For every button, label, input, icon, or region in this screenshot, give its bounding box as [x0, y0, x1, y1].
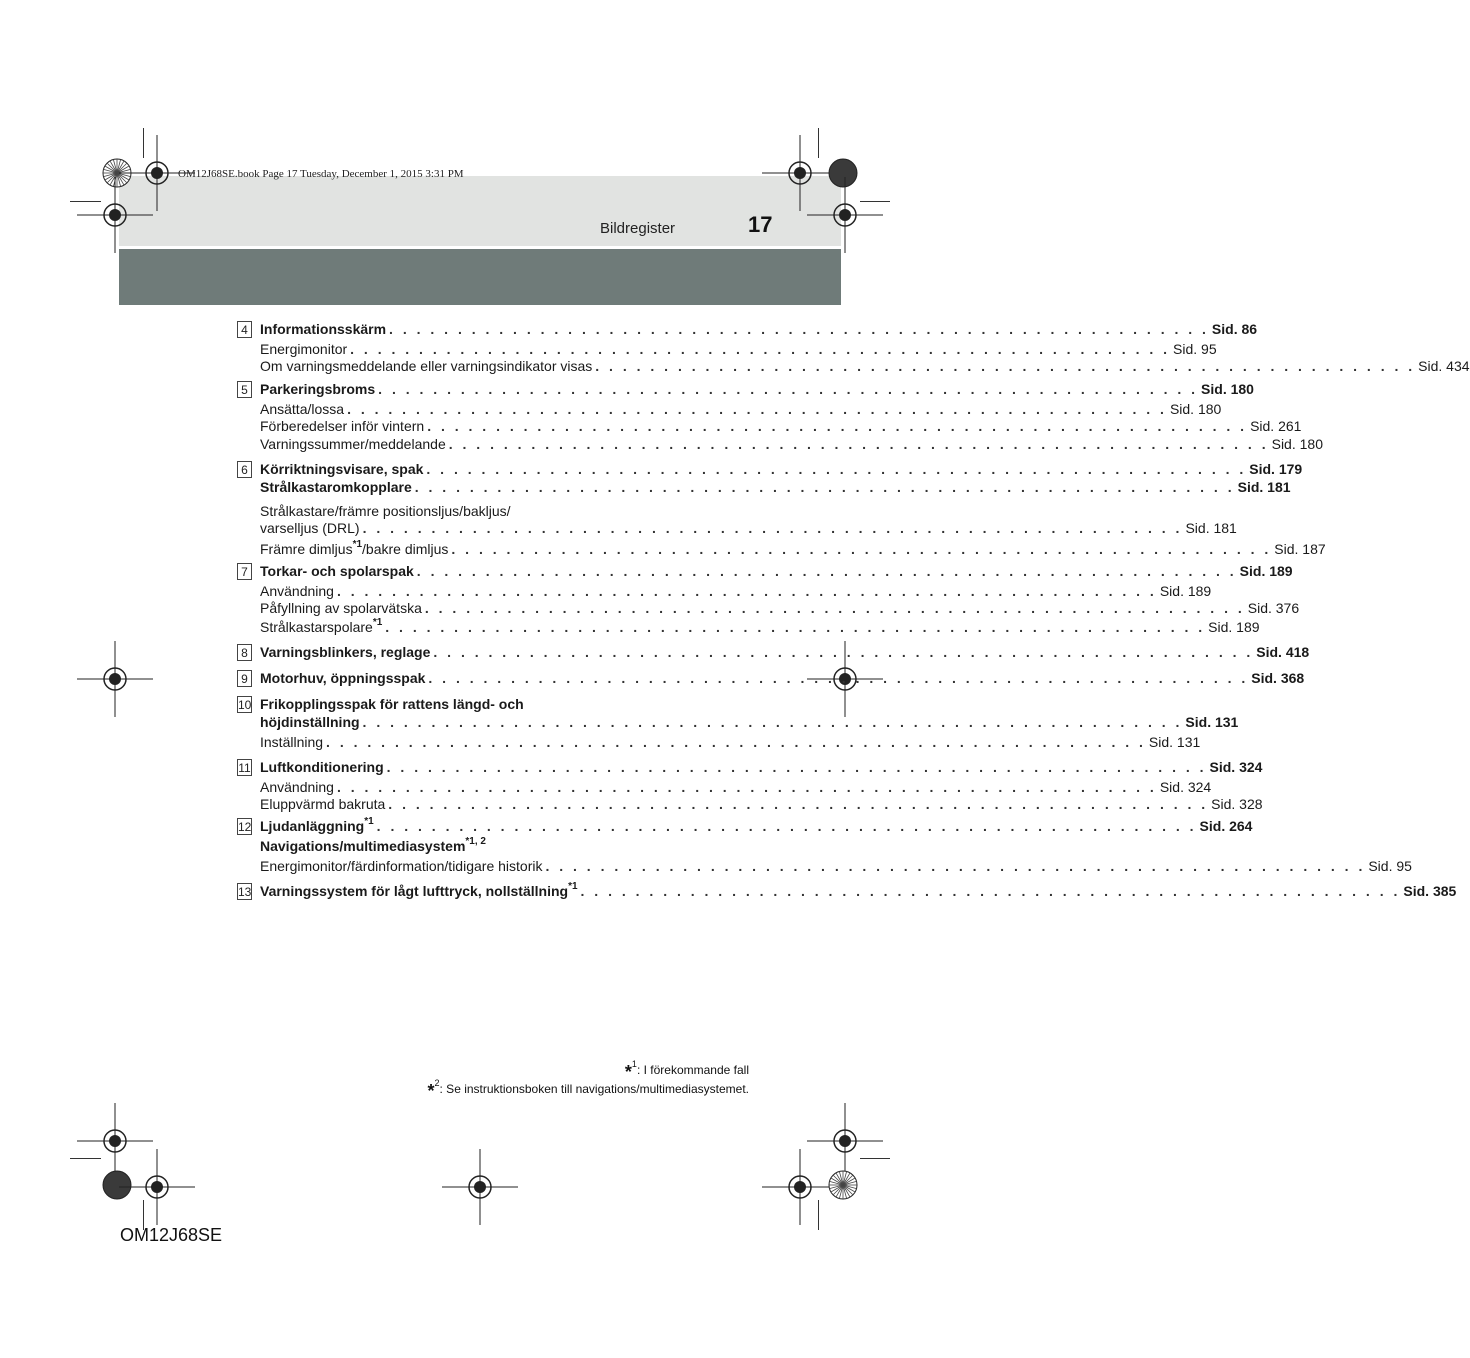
leader-dots: . . . . . . . . . . . . . . . . . . . . . . . . . . . . . . . . . . . . . . . . . . . . . . . . . . . . . . . . . . . . — [362, 714, 1183, 730]
registration-crosshair-icon — [75, 175, 155, 255]
entry-label: varselljus (DRL) — [260, 520, 360, 536]
entry-number-badge: 8 — [237, 644, 252, 661]
entry-heading — [260, 562, 1293, 580]
entry-subitem — [260, 599, 1300, 617]
footnote-2 — [427, 1078, 749, 1101]
footnote-reference: *1 — [568, 881, 578, 892]
leader-dots: . . . . . . . . . . . . . . . . . . . . . . . . . . . . . . . . . . . . . . . . . . . . . . . . . . . . . . . . . . . . — [426, 461, 1247, 477]
page-reference: Sid. 376 — [1247, 600, 1300, 616]
entry-heading — [260, 837, 722, 855]
entry-subitem — [260, 795, 1263, 813]
page-reference: Sid. 180 — [1201, 381, 1254, 397]
entry-label: Strålkastarspolare$^{*1}$ — [260, 617, 383, 635]
page-reference: Sid. 86 — [1211, 321, 1258, 337]
entry-number-badge: 7 — [237, 563, 252, 580]
page-reference: Sid. 434 — [1418, 358, 1470, 374]
page-reference: Sid. 189 — [1208, 619, 1260, 635]
page-reference: Sid. 189 — [1159, 583, 1212, 599]
entry-label: Energimonitor — [260, 341, 348, 357]
entry-label: Strålkastaromkopplare — [260, 479, 412, 495]
leader-dots: . . . . . . . . . . . . . . . . . . . . . . . . . . . . . . . . . . . . . . . . . . . . . . . . . . . . . . . . . . . . — [386, 759, 1207, 775]
entry-subitem — [260, 733, 1201, 751]
leader-dots: . . . . . . . . . . . . . . . . . . . . . . . . . . . . . . . . . . . . . . . . . . . . . . . . . . . . . . . . . . . . — [326, 734, 1146, 750]
entry-number-badge: 11 — [238, 761, 251, 775]
entry-label: Inställning — [260, 734, 324, 750]
page-reference: Sid. 131 — [1185, 714, 1239, 730]
leader-dots: . . . . . . . . . . . . . . . . . . . . . . . . . . . . . . . . . . . . . . . . . . . . . . . . . . . . . . . . . . . . — [428, 670, 1249, 686]
leader-dots: . . . . . . . . . . . . . . . . . . . . . . . . . . . . . . . . . . . . . . . . . . . . . . . . . . . . . . . . . . . . — [378, 381, 1199, 397]
page-reference: Sid. 418 — [1256, 644, 1310, 660]
page-reference: Sid. 181 — [1237, 479, 1291, 495]
registration-crosshair-icon — [440, 1147, 520, 1227]
entry-label: Motorhuv, öppningsspak — [260, 670, 426, 686]
entry-label: Förberedelser inför vintern — [260, 418, 425, 434]
entry-heading — [260, 713, 1239, 731]
entry-subitem — [260, 778, 1212, 796]
header-dark-band — [119, 249, 841, 305]
book-stamp: OM12J68SE.book Page 17 Tuesday, December 1, 2015 3:31 PM — [178, 168, 464, 180]
entry-subitem — [260, 519, 1237, 537]
leader-dots: . . . . . . . . . . . . . . . . . . . . . . . . . . . . . . . . . . . . . . . . . . . . . . . . . . . . . . . . . . . . — [347, 401, 1167, 417]
entry-subitem — [260, 435, 1323, 453]
entry-label: Påfyllning av spolarvätska — [260, 600, 422, 616]
leader-dots: . . . . . . . . . . . . . . . . . . . . . . . . . . . . . . . . . . . . . . . . . . . . . . . . . . . . . . . . . . . . — [595, 358, 1416, 374]
entry-label: Användning — [260, 583, 334, 599]
leader-dots: . . . . . . . . . . . . . . . . . . . . . . . . . . . . . . . . . . . . . . . . . . . . . . . . . . . . . . . . . . . . — [545, 858, 1366, 874]
entry-label: Luftkonditionering — [260, 759, 384, 775]
entry-subitem — [260, 857, 1412, 875]
leader-dots: . . . . . . . . . . . . . . . . . . . . . . . . . . . . . . . . . . . . . . . . . . . . . . . . . . . . . . . . . . . . — [414, 479, 1235, 495]
entry-label: Om varningsmeddelande eller varningsindikator visas — [260, 358, 593, 374]
footnote-number: 2 — [434, 1078, 440, 1088]
section-title: Bildregister — [600, 220, 676, 237]
page-reference: Sid. 95 — [1368, 858, 1412, 874]
page-reference: Sid. 181 — [1185, 520, 1237, 536]
entry-number-badge: 12 — [238, 820, 252, 834]
registration-target-icon — [828, 1170, 858, 1200]
page-reference: Sid. 179 — [1249, 461, 1303, 477]
page-reference: Sid. 368 — [1251, 670, 1305, 686]
footnote-text: : I förekommande fall — [636, 1063, 749, 1077]
crop-line — [70, 201, 101, 202]
leader-dots: . . . . . . . . . . . . . . . . . . . . . . . . . . . . . . . . . . . . . . . . . . . . . . . . . . . . . . . . . . . . — [580, 883, 1401, 899]
entry-heading — [260, 380, 1254, 398]
entry-heading — [260, 643, 1310, 661]
entry-subitem — [260, 417, 1302, 435]
entry-number-badge: 9 — [237, 670, 252, 687]
entry-label: Ljudanläggning$^{*1}$ — [260, 816, 374, 834]
entry-subitem — [260, 357, 1470, 375]
entry-heading — [260, 881, 1457, 900]
crop-line — [860, 1158, 890, 1159]
footnote-star: * — [427, 1081, 435, 1101]
entry-heading — [260, 816, 1253, 835]
page-number: 17 — [748, 212, 773, 237]
leader-dots: . . . . . . . . . . . . . . . . . . . . . . . . . . . . . . . . . . . . . . . . . . . . . . . . . . . . . . . . . . . . — [416, 563, 1237, 579]
entry-number-badge: 10 — [238, 698, 252, 712]
footnote-reference: *1 — [352, 539, 363, 550]
entry-label: Parkeringsbroms — [260, 381, 376, 397]
entry-label: Främre dimljus$^{*1}$/bakre dimljus — [260, 539, 449, 557]
registration-crosshair-icon — [75, 639, 155, 719]
entry-heading — [260, 758, 1263, 776]
entry-label: Varningsblinkers, reglage — [260, 644, 431, 660]
page-reference: Sid. 180 — [1271, 436, 1323, 452]
leader-dots: . . . . . . . . . . . . . . . . . . . . . . . . . . . . . . . . . . . . . . . . . . . . . . . . . . . . . . . . . . . . — [388, 796, 1209, 812]
leader-dots: . . . . . . . . . . . . . . . . . . . . . . . . . . . . . . . . . . . . . . . . . . . . . . . . . . . . . . . . . . . . — [424, 600, 1245, 616]
entry-subitem — [260, 582, 1212, 600]
leader-dots: . . . . . . . . . . . . . . . . . . . . . . . . . . . . . . . . . . . . . . . . . . . . . . . . . . . . . . . . . . . . — [385, 619, 1206, 635]
crop-line — [818, 128, 819, 158]
entry-subitem — [260, 617, 1260, 636]
page-reference: Sid. 328 — [1211, 796, 1263, 812]
entry-subitem — [260, 502, 722, 520]
entry-heading — [260, 478, 1291, 496]
leader-dots: . . . . . . . . . . . . . . . . . . . . . . . . . . . . . . . . . . . . . . . . . . . . . . . . . . . . . . . . . . . . — [336, 779, 1157, 795]
entry-label: Strålkastare/främre positionsljus/bakljus/ — [260, 503, 511, 519]
page-reference: Sid. 324 — [1209, 759, 1263, 775]
page-reference: Sid. 264 — [1199, 818, 1253, 834]
footnote-reference: *1, 2 — [465, 836, 486, 847]
page-reference: Sid. 189 — [1239, 563, 1293, 579]
entry-label: Körriktningsvisare, spak — [260, 461, 424, 477]
page-reference: Sid. 180 — [1169, 401, 1222, 417]
page-reference: Sid. 131 — [1148, 734, 1201, 750]
page-reference: Sid. 385 — [1403, 883, 1457, 899]
footnote-star: * — [624, 1062, 632, 1082]
page-reference: Sid. 95 — [1173, 341, 1217, 357]
entry-label: Navigations/multimediasystem$^{*1, 2}$ — [260, 836, 486, 854]
entry-label: Ansätta/lossa — [260, 401, 345, 417]
leader-dots: . . . . . . . . . . . . . . . . . . . . . . . . . . . . . . . . . . . . . . . . . . . . . . . . . . . . . . . . . . . . — [350, 341, 1171, 357]
entry-label: Frikopplingsspak för rattens längd- och — [260, 696, 524, 712]
entry-number-badge: 4 — [237, 321, 252, 338]
page-reference: Sid. 187 — [1274, 541, 1326, 557]
page-reference: Sid. 324 — [1159, 779, 1212, 795]
leader-dots: . . . . . . . . . . . . . . . . . . . . . . . . . . . . . . . . . . . . . . . . . . . . . . . . . . . . . . . . . . . . — [433, 644, 1254, 660]
footnote-reference: *1 — [364, 816, 374, 827]
leader-dots: . . . . . . . . . . . . . . . . . . . . . . . . . . . . . . . . . . . . . . . . . . . . . . . . . . . . . . . . . . . . — [389, 321, 1209, 337]
entry-label: Varningssystem för lågt lufttryck, nollställning$^{*1}$ — [260, 881, 578, 899]
header-light-band — [119, 176, 841, 246]
entry-label: Energimonitor/färdinformation/tidigare historik — [260, 858, 543, 874]
document-code: OM12J68SE — [120, 1225, 223, 1245]
entry-number-badge: 6 — [237, 461, 252, 478]
crop-line — [818, 1200, 819, 1230]
footnote-text: : Se instruktionsboken till navigations/multimediasystemet. — [439, 1082, 749, 1096]
leader-dots: . . . . . . . . . . . . . . . . . . . . . . . . . . . . . . . . . . . . . . . . . . . . . . . . . . . . . . . . . . . . — [362, 520, 1183, 536]
leader-dots: . . . . . . . . . . . . . . . . . . . . . . . . . . . . . . . . . . . . . . . . . . . . . . . . . . . . . . . . . . . . — [427, 418, 1248, 434]
footnotes — [427, 1059, 749, 1101]
footnote-1 — [427, 1059, 749, 1082]
registration-crosshair-icon — [805, 175, 885, 255]
entry-label: Torkar- och spolarspak — [260, 563, 414, 579]
footnote-number: 1 — [631, 1059, 637, 1069]
leader-dots: . . . . . . . . . . . . . . . . . . . . . . . . . . . . . . . . . . . . . . . . . . . . . . . . . . . . . . . . . . . . — [451, 541, 1272, 557]
entry-label: höjdinställning — [260, 714, 360, 730]
entry-heading — [260, 320, 1258, 338]
entry-subitem — [260, 539, 1326, 558]
page-reference: Sid. 261 — [1250, 418, 1302, 434]
entry-number-badge: 5 — [237, 381, 252, 398]
entry-subitem — [260, 400, 1222, 418]
entry-subitem — [260, 340, 1217, 358]
entry-heading — [260, 460, 1303, 478]
crop-line — [860, 201, 890, 202]
leader-dots: . . . . . . . . . . . . . . . . . . . . . . . . . . . . . . . . . . . . . . . . . . . . . . . . . . . . . . . . . . . . — [448, 436, 1269, 452]
entry-label: Användning — [260, 779, 334, 795]
entry-number-badge: 13 — [238, 885, 252, 899]
registration-crosshair-icon — [117, 1147, 197, 1227]
crop-line — [143, 128, 144, 158]
crop-line — [70, 1158, 101, 1159]
leader-dots: . . . . . . . . . . . . . . . . . . . . . . . . . . . . . . . . . . . . . . . . . . . . . . . . . . . . . . . . . . . . — [376, 818, 1197, 834]
entry-heading — [260, 695, 722, 713]
entry-label: Varningssummer/meddelande — [260, 436, 446, 452]
entry-label: Informationsskärm — [260, 321, 387, 337]
entry-label: Eluppvärmd bakruta — [260, 796, 386, 812]
entry-heading — [260, 669, 1305, 687]
footnote-reference: *1 — [372, 617, 383, 628]
leader-dots: . . . . . . . . . . . . . . . . . . . . . . . . . . . . . . . . . . . . . . . . . . . . . . . . . . . . . . . . . . . . — [336, 583, 1157, 599]
